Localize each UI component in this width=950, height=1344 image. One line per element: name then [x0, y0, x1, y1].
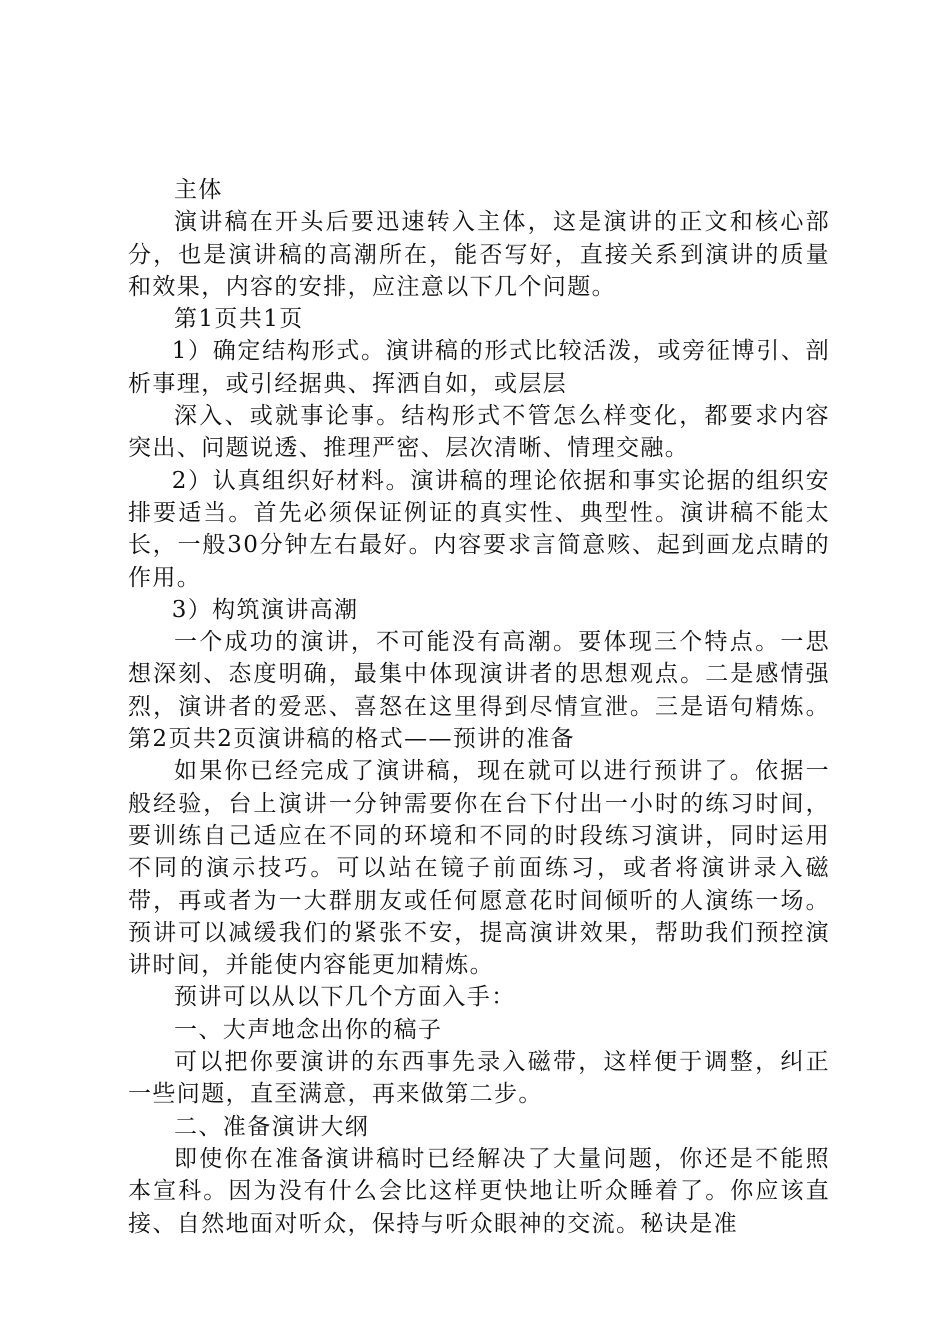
- heading-outline: 二、准备演讲大纲: [174, 1113, 370, 1140]
- paragraph-point-2: 2）认真组织好材料。演讲稿的理论依据和事实论据的组织安排要适当。首先必须保证例证的真实性、典型性。演讲稿不能太长，一般30分钟左右最好。内容要求言简意赅、起到画龙点睛的作用。: [128, 467, 830, 591]
- page-marker-1: 第1页共1页: [174, 306, 304, 333]
- paragraph-point-1: 1）确定结构形式。演讲稿的形式比较活泼，或旁征博引、剖析事理，或引经据典、挥洒自如，或层层: [128, 338, 830, 397]
- document-page: [128, 174, 830, 1240]
- paragraph-rehearsal: 如果你已经完成了演讲稿，现在就可以进行预讲了。依据一般经验，台上演讲一分钟需要你在台下付出一小时的练习时间，要训练自己适应在不同的环境和不同的时段练习演讲，同时运用不同的演示技巧。可以站在镜子前面练习，或者将演讲录入磁带，再或者为一大群朋友或任何愿意花时间倾听的人演练一场。预讲可以减缓我们的紧张不安，提高演讲效果，帮助我们预控演讲时间，并能使内容能更加精炼。: [128, 758, 830, 979]
- paragraph-point-1-continued: 深入、或就事论事。结构形式不管怎么样变化，都要求内容突出、问题说透、推理严密、层次清晰、情理交融。: [128, 403, 830, 462]
- heading-read-aloud: 一、大声地念出你的稿子: [174, 1016, 443, 1043]
- paragraph-read-aloud: 可以把你要演讲的东西事先录入磁带，这样便于调整，纠正一些问题，直至满意，再来做第二步。: [128, 1049, 830, 1108]
- heading-main-body: 主体: [174, 177, 223, 203]
- heading-point-3: 3）构筑演讲高潮: [171, 596, 359, 623]
- paragraph-climax: 一个成功的演讲，不可能没有高潮。要体现三个特点。一思想深刻、态度明确，最集中体现演讲者的思想观点。二是感情强烈，演讲者的爱恶、喜怒在这里得到尽情宣泄。三是语句精炼。第2页共2页演讲稿的格式——预讲的准备: [128, 629, 830, 753]
- paragraph-main-body-intro: 演讲稿在开头后要迅速转入主体，这是演讲的正文和核心部分，也是演讲稿的高潮所在，能否写好，直接关系到演讲的质量和效果，内容的安排，应注意以下几个问题。: [128, 209, 830, 300]
- paragraph-rehearsal-aspects: 预讲可以从以下几个方面入手：: [174, 984, 516, 1011]
- paragraph-outline: 即使你在准备演讲稿时已经解决了大量问题，你还是不能照本宣科。因为没有什么会比这样更快地让听众睡着了。你应该直接、自然地面对听众，保持与听众眼神的交流。秘诀是准: [128, 1145, 830, 1237]
